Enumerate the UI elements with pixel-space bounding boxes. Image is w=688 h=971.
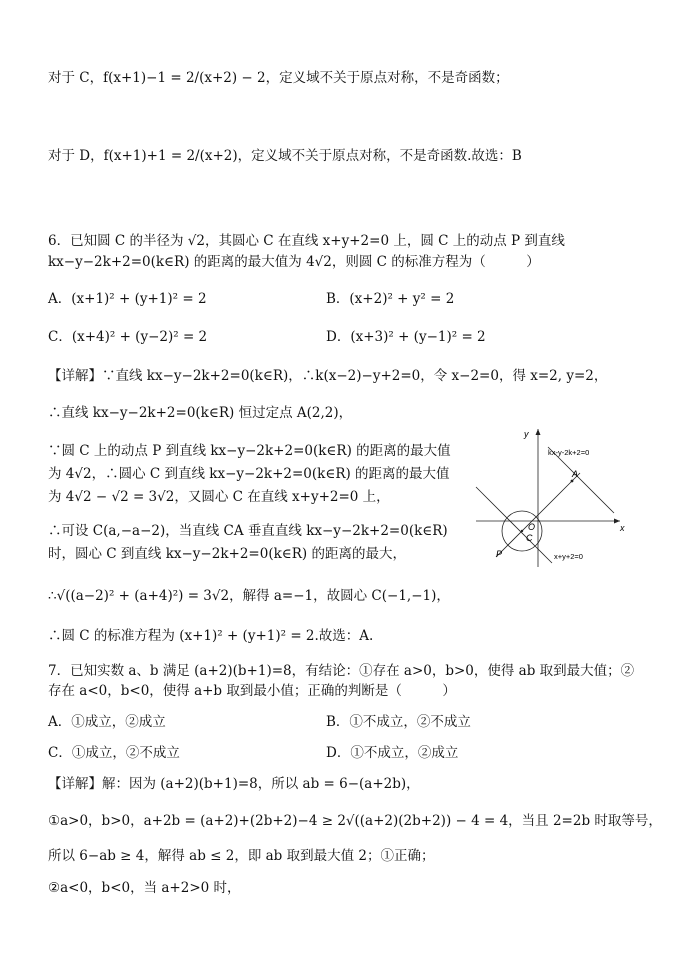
question-6-option-d: D．(x+3)² + (y−1)² = 2 — [326, 329, 486, 345]
detail-6-line-6: ∴可设 C(a,−a−2)，当直线 CA 垂直直线 kx−y−2k+2=0(k∈R) — [48, 523, 448, 539]
detail-7-line-3: 所以 6−ab ≥ 4，解得 ab ≤ 2，即 ab 取到最大值 2；①正确； — [48, 848, 435, 864]
detail-7-line-1: 【详解】解：因为 (a+2)(b+1)=8，所以 ab = 6−(a+2b)， — [48, 776, 420, 792]
point-c-marker — [521, 530, 523, 532]
detail-6-line-5: 为 4√2 − √2 = 3√2，又圆心 C 在直线 x+y+2=0 上， — [48, 489, 390, 505]
detail-7-line-4: ②a<0，b<0，当 a+2>0 时， — [48, 880, 241, 896]
line-option-c-text: 对于 C，f(x+1)−1 = 2/(x+2) − 2，定义域不关于原点对称，不是奇函数； — [48, 70, 509, 86]
question-6-line-1: 6．已知圆 C 的半径为 √2，其圆心 C 在直线 x+y+2=0 上，圆 C 上的动点 P 到直线 — [48, 233, 565, 249]
detail-7-line-2: ①a>0，b>0，a+2b = (a+2)+(2b+2)−4 ≥ 2√((a+2)(2b+2)) − 4 = 4，当且 2=2b 时取等号， — [48, 813, 662, 829]
question-7-line-2: 存在 a<0，b<0，使得 a+b 取到最小值；正确的判断是（ ） — [48, 683, 456, 699]
detail-6-line-4: 为 4√2，∴圆心 C 到直线 kx−y−2k+2=0(k∈R) 的距离的最大值 — [48, 466, 450, 482]
point-c-label: C — [526, 533, 533, 543]
question-7-option-c: C．①成立，②不成立 — [48, 745, 180, 761]
line-option-d-text: 对于 D，f(x+1)+1 = 2/(x+2)，定义域不关于原点对称，不是奇函数.故选：B — [48, 148, 522, 164]
question-6-option-b: B．(x+2)² + y² = 2 — [326, 291, 455, 307]
question-7-line-1: 7．已知实数 a、b 满足 (a+2)(b+1)=8，有结论：①存在 a>0，b>0，使得 ab 取到最大值；② — [48, 663, 635, 679]
axis-y-label: y — [524, 429, 529, 439]
point-p-label: P — [496, 549, 503, 559]
detail-6-line-1: 【详解】∵直线 kx−y−2k+2=0(k∈R)，∴k(x−2)−y+2=0，令 x−2=0，得 x=2, y=2， — [48, 368, 608, 384]
question-7-option-b: B．①不成立，②不成立 — [326, 714, 471, 730]
question-7-option-d: D．①不成立，②成立 — [326, 745, 459, 761]
question-6-option-a: A．(x+1)² + (y+1)² = 2 — [48, 291, 207, 307]
question-6-line-2: kx−y−2k+2=0(k∈R) 的距离的最大值为 4√2，则圆 C 的标准方程为（ ） — [48, 254, 540, 270]
point-a-label: A — [572, 469, 579, 479]
line-x-plus-y-plus-2 — [476, 487, 552, 563]
origin-label: O — [528, 522, 536, 532]
detail-6-line-8: ∴√((a−2)² + (a+4)²) = 3√2，解得 a=−1，故圆心 C(−1,−1)， — [48, 588, 450, 604]
detail-6-line-9: ∴圆 C 的标准方程为 (x+1)² + (y+1)² = 2.故选：A. — [48, 628, 374, 644]
detail-6-line-2: ∴直线 kx−y−2k+2=0(k∈R) 恒过定点 A(2,2)， — [48, 405, 353, 421]
detail-6-line-3: ∵圆 C 上的动点 P 到直线 kx−y−2k+2=0(k∈R) 的距离的最大值 — [48, 443, 451, 459]
detail-6-line-7: 时，圆心 C 到直线 kx−y−2k+2=0(k∈R) 的距离的最大， — [48, 546, 406, 562]
axis-x-label: x — [620, 523, 625, 533]
line-xy-label: x+y+2=0 — [554, 552, 583, 561]
question-7-option-a: A．①成立，②成立 — [48, 714, 166, 730]
point-a-marker — [571, 480, 574, 483]
question-6-option-c: C．(x+4)² + (y−2)² = 2 — [48, 329, 208, 345]
circle-line-figure — [468, 425, 638, 575]
line-kx-label: kx-y-2k+2=0 — [548, 448, 590, 457]
y-axis-arrow-icon — [536, 429, 541, 435]
